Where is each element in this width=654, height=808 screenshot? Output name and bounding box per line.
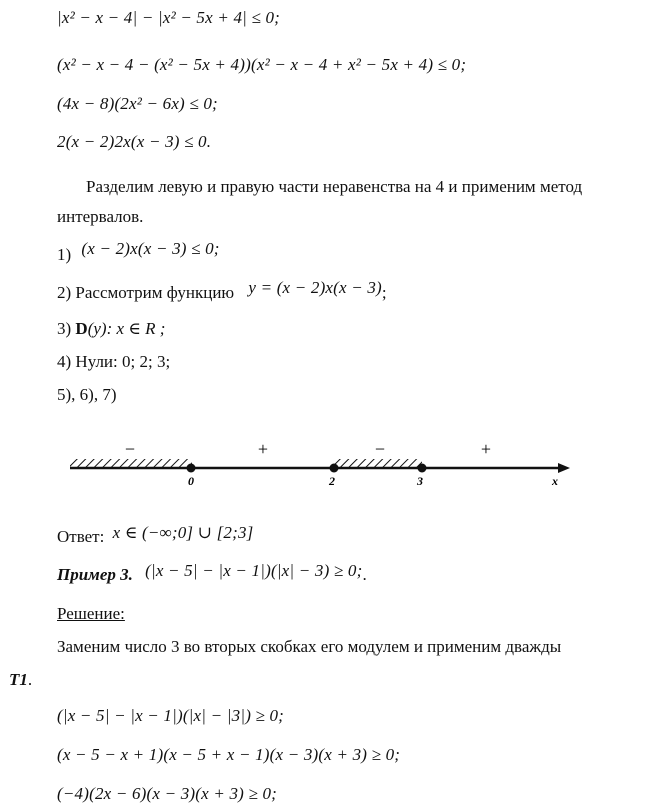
paragraph-line-2: интервалов. bbox=[57, 207, 144, 226]
answer-label: Ответ: bbox=[57, 527, 105, 546]
step-1 bbox=[57, 239, 220, 266]
point-label-0: 0 bbox=[188, 474, 194, 488]
equation-modulus-inequality: |x² − x − 4| − |x² − 5x + 4| ≤ 0; bbox=[57, 8, 281, 27]
example-title: Пример 3. bbox=[57, 565, 133, 584]
solution-heading: Решение: bbox=[57, 604, 125, 623]
equation-product-form: (x² − x − 4 − (x² − 5x + 4))(x² − x − 4 + x² − 5x + 4) ≤ 0; bbox=[57, 55, 467, 74]
step-3-domain-symbol: D bbox=[75, 319, 88, 338]
solution-eq-2: (x − 5 − x + 1)(x − 5 + x − 1)(x − 3)(x + 3) ≥ 0; bbox=[57, 745, 401, 764]
step-4: 4) Нули: 0; 2; 3; bbox=[57, 352, 171, 371]
step-1-math: (x − 2)x(x − 3) ≤ 0; bbox=[81, 239, 220, 258]
equation-simplified-factors: (4x − 8)(2x² − 6x) ≤ 0; bbox=[57, 94, 218, 113]
equation-factored: 2(x − 2)2x(x − 3) ≤ 0. bbox=[57, 132, 212, 151]
solution-eq-1: (|x − 5| − |x − 1|)(|x| − |3|) ≥ 0; bbox=[57, 706, 285, 725]
answer-line bbox=[57, 523, 254, 548]
solution-text-end: . bbox=[27, 670, 33, 689]
example-math: (|x − 5| − |x − 1|)(|x| − 3) ≥ 0; bbox=[145, 561, 363, 580]
point-label-2: 2 bbox=[329, 474, 335, 488]
point-2 bbox=[330, 464, 339, 473]
solution-eq-3: (−4)(2x − 6)(x − 3)(x + 3) ≥ 0; bbox=[57, 784, 278, 803]
step-1-label: 1) bbox=[57, 245, 72, 264]
step-2-end: ; bbox=[381, 283, 387, 302]
theorem-reference: Т1 bbox=[9, 670, 28, 689]
axis-label-x: x bbox=[552, 474, 558, 488]
point-0 bbox=[187, 464, 196, 473]
hatched-region-left bbox=[70, 459, 192, 467]
step-2-text: 2) Рассмотрим функцию bbox=[57, 283, 235, 302]
sign-interval-4: + bbox=[480, 439, 492, 459]
solution-text-line-2 bbox=[9, 669, 32, 691]
paragraph-line-1: Разделим левую и правую части неравенства на 4 и применим метод bbox=[86, 177, 583, 196]
step-3 bbox=[57, 318, 165, 340]
step-3-label: 3) bbox=[57, 319, 72, 338]
sign-interval-1: − bbox=[124, 439, 136, 459]
step-2-math: y = (x − 2)x(x − 3) bbox=[248, 278, 382, 297]
sign-interval-2: + bbox=[257, 439, 269, 459]
point-label-3: 3 bbox=[417, 474, 423, 488]
step-5-7: 5), 6), 7) bbox=[57, 385, 117, 404]
example-end: . bbox=[362, 565, 367, 584]
example-3-line bbox=[57, 561, 367, 586]
number-line-diagram bbox=[60, 433, 580, 489]
hatched-region-middle bbox=[334, 459, 422, 467]
point-3 bbox=[418, 464, 427, 473]
step-3-rest: (y): x ∈ R ; bbox=[87, 319, 166, 338]
answer-math: x ∈ (−∞;0] ∪ [2;3] bbox=[112, 523, 254, 542]
step-2 bbox=[57, 278, 387, 304]
solution-text-line-1: Заменим число 3 во вторых скобках его модулем и применим дважды bbox=[57, 637, 562, 656]
axis-arrow-icon bbox=[558, 463, 570, 473]
sign-interval-3: − bbox=[374, 439, 386, 459]
